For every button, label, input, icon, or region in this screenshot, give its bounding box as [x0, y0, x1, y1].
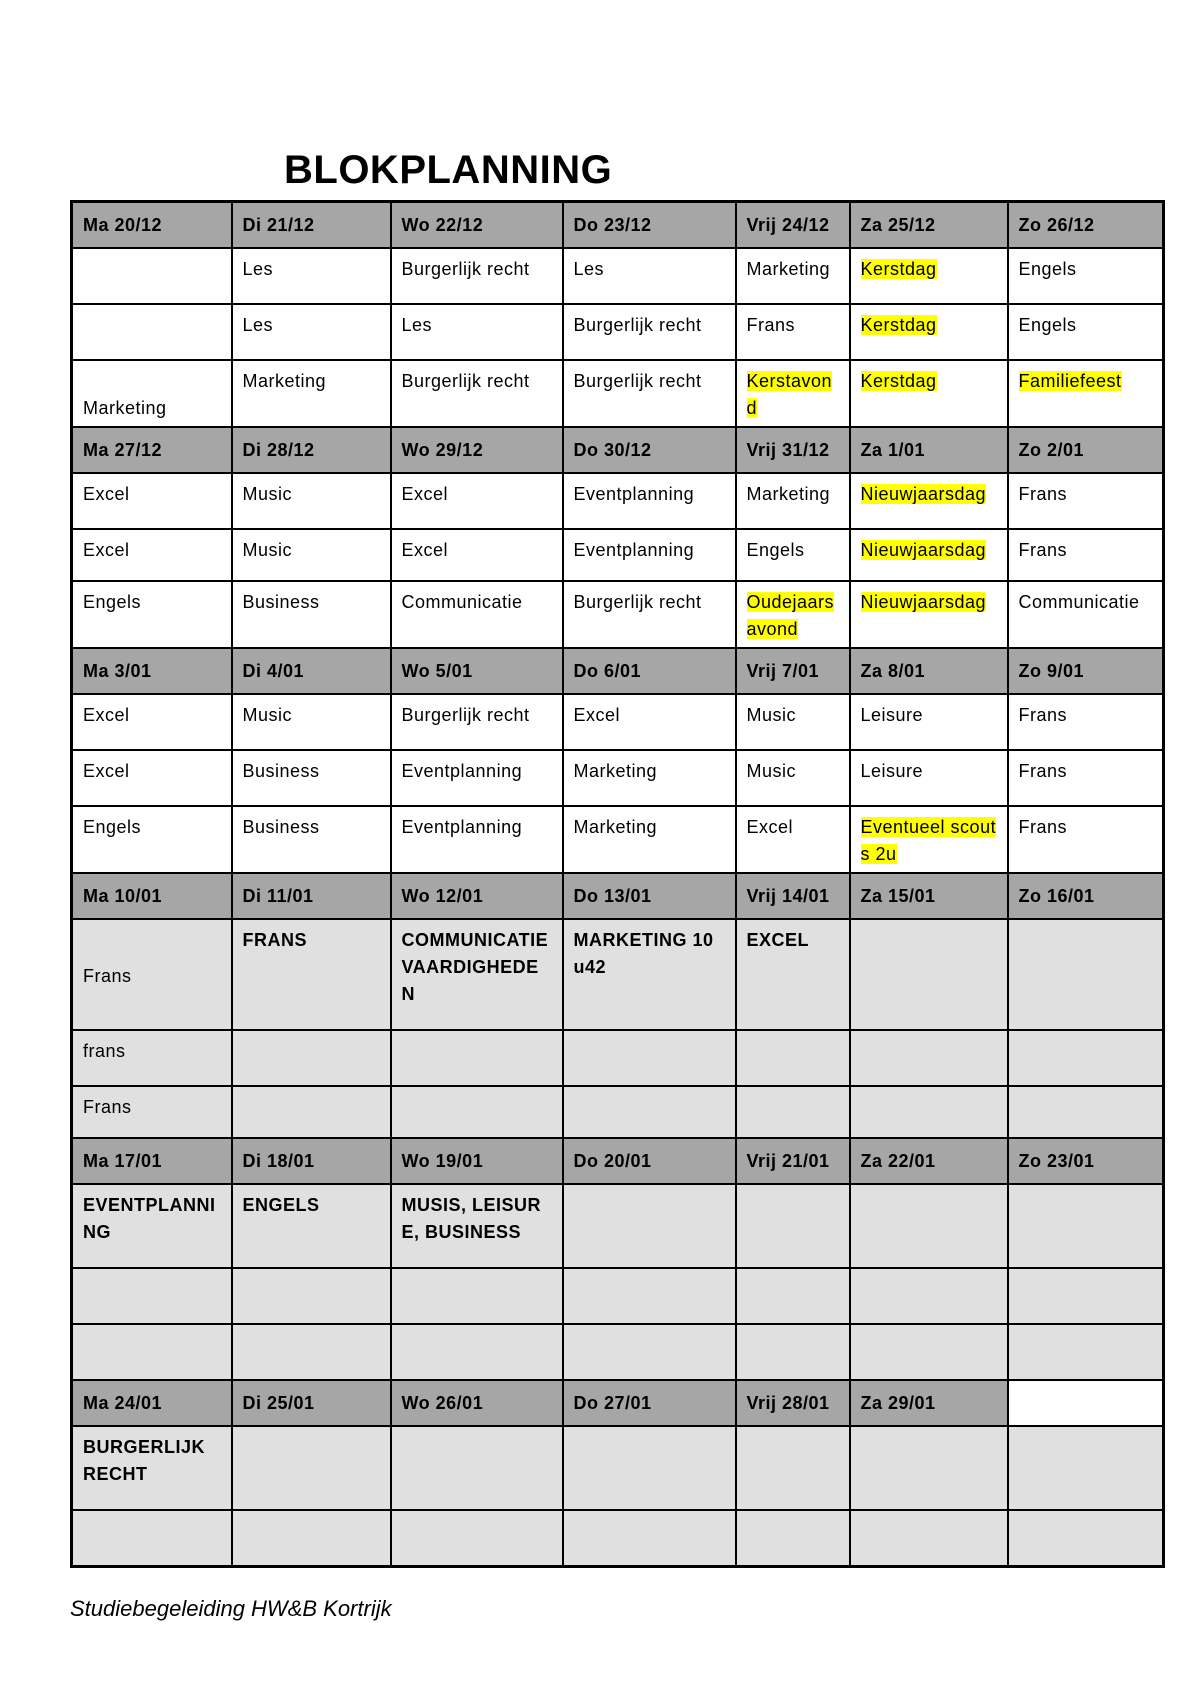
plan-cell: Frans	[1008, 473, 1164, 529]
plan-cell: Eventplanning	[391, 750, 563, 806]
day-header: Za 22/01	[850, 1138, 1008, 1184]
plan-cell	[232, 1030, 391, 1086]
plan-cell: Music	[232, 473, 391, 529]
day-header: Ma 20/12	[72, 202, 232, 249]
day-header: Zo 2/01	[1008, 427, 1164, 473]
plan-cell	[1008, 1030, 1164, 1086]
plan-cell	[1008, 1324, 1164, 1380]
plan-cell: Communicatie	[391, 581, 563, 648]
plan-cell	[563, 1324, 736, 1380]
highlight-text: Nieuwjaarsdag	[860, 540, 987, 560]
plan-cell: Excel	[391, 529, 563, 581]
plan-cell: Les	[563, 248, 736, 304]
plan-cell	[850, 1426, 1008, 1510]
day-header: Wo 22/12	[391, 202, 563, 249]
plan-cell	[72, 1268, 232, 1324]
plan-cell: Music	[232, 529, 391, 581]
day-header: Vrij 28/01	[736, 1380, 850, 1426]
day-header: Wo 29/12	[391, 427, 563, 473]
plan-cell	[1008, 919, 1164, 1030]
plan-cell: Excel	[563, 694, 736, 750]
plan-cell: Burgerlijk recht	[563, 304, 736, 360]
highlight-text: Kerstdag	[860, 371, 937, 391]
plan-cell	[850, 919, 1008, 1030]
day-header: Wo 19/01	[391, 1138, 563, 1184]
highlight-text: Nieuwjaarsdag	[860, 484, 987, 504]
plan-cell-highlighted	[1008, 360, 1164, 427]
plan-cell: Eventplanning	[391, 806, 563, 873]
plan-cell-highlighted	[850, 304, 1008, 360]
table-row	[72, 750, 1164, 806]
plan-cell	[850, 1030, 1008, 1086]
day-header: Vrij 31/12	[736, 427, 850, 473]
plan-cell: Burgerlijk recht	[391, 360, 563, 427]
plan-cell	[850, 1324, 1008, 1380]
plan-cell: Frans	[1008, 806, 1164, 873]
day-header: Do 20/01	[563, 1138, 736, 1184]
week-header-row	[72, 427, 1164, 473]
day-header: Di 21/12	[232, 202, 391, 249]
plan-cell: FRANS	[232, 919, 391, 1030]
day-header: Di 4/01	[232, 648, 391, 694]
plan-cell	[563, 1086, 736, 1138]
table-row	[72, 360, 1164, 427]
day-header: Zo 9/01	[1008, 648, 1164, 694]
plan-cell	[563, 1426, 736, 1510]
day-header: Di 18/01	[232, 1138, 391, 1184]
plan-cell: MUSIS, LEISURE, BUSINESS	[391, 1184, 563, 1268]
plan-cell-highlighted	[850, 248, 1008, 304]
plan-cell-highlighted	[850, 360, 1008, 427]
plan-cell-highlighted	[850, 581, 1008, 648]
plan-cell	[1008, 1086, 1164, 1138]
week-header-row	[72, 202, 1164, 249]
day-header: Do 23/12	[563, 202, 736, 249]
day-header: Za 25/12	[850, 202, 1008, 249]
day-header: Vrij 14/01	[736, 873, 850, 919]
plan-cell	[850, 1184, 1008, 1268]
day-header: Di 11/01	[232, 873, 391, 919]
plan-cell: EVENTPLANNING	[72, 1184, 232, 1268]
plan-cell	[391, 1030, 563, 1086]
plan-cell	[1008, 1426, 1164, 1510]
table-row	[72, 1510, 1164, 1566]
week-header-row	[72, 648, 1164, 694]
plan-cell	[736, 1426, 850, 1510]
day-header: Za 15/01	[850, 873, 1008, 919]
plan-cell	[850, 1086, 1008, 1138]
footer-text: Studiebegeleiding HW&B Kortrijk	[70, 1596, 392, 1621]
plan-cell	[72, 248, 232, 304]
plan-cell: Business	[232, 581, 391, 648]
plan-cell	[563, 1268, 736, 1324]
plan-cell: Marketing	[563, 806, 736, 873]
day-header: Vrij 21/01	[736, 1138, 850, 1184]
plan-cell: frans	[72, 1030, 232, 1086]
day-header: Ma 27/12	[72, 427, 232, 473]
plan-cell: Les	[391, 304, 563, 360]
plan-cell	[232, 1324, 391, 1380]
day-header: Zo 26/12	[1008, 202, 1164, 249]
highlight-text: Familiefeest	[1018, 371, 1122, 391]
highlight-text: Nieuwjaarsdag	[860, 592, 987, 612]
highlight-text: Kerstdag	[860, 259, 937, 279]
plan-cell: Burgerlijk recht	[563, 581, 736, 648]
plan-cell: Frans	[736, 304, 850, 360]
day-header: Zo 23/01	[1008, 1138, 1164, 1184]
day-header: Za 8/01	[850, 648, 1008, 694]
day-header: Do 27/01	[563, 1380, 736, 1426]
plan-cell	[391, 1426, 563, 1510]
plan-cell: Engels	[736, 529, 850, 581]
day-header: Di 25/01	[232, 1380, 391, 1426]
plan-cell: Burgerlijk recht	[391, 694, 563, 750]
plan-cell: Excel	[72, 694, 232, 750]
plan-cell-highlighted	[850, 806, 1008, 873]
plan-cell	[563, 1184, 736, 1268]
plan-cell: Engels	[1008, 304, 1164, 360]
plan-cell: ENGELS	[232, 1184, 391, 1268]
plan-cell: Music	[736, 694, 850, 750]
day-header-empty	[1008, 1380, 1164, 1426]
table-row	[72, 248, 1164, 304]
table-row	[72, 919, 1164, 1030]
day-header: Do 13/01	[563, 873, 736, 919]
table-row	[72, 806, 1164, 873]
plan-cell: Eventplanning	[563, 473, 736, 529]
plan-cell: Marketing	[736, 473, 850, 529]
plan-cell: Communicatie	[1008, 581, 1164, 648]
table-row	[72, 473, 1164, 529]
plan-cell	[391, 1324, 563, 1380]
plan-cell: Burgerlijk recht	[391, 248, 563, 304]
plan-cell	[736, 1184, 850, 1268]
day-header: Za 1/01	[850, 427, 1008, 473]
week-header-row	[72, 1138, 1164, 1184]
plan-cell	[1008, 1184, 1164, 1268]
highlight-text: Eventueel scouts 2u	[860, 817, 997, 864]
plan-cell: BURGERLIJK RECHT	[72, 1426, 232, 1510]
table-row	[72, 1426, 1164, 1510]
day-header: Wo 12/01	[391, 873, 563, 919]
table-row	[72, 529, 1164, 581]
plan-cell-highlighted	[736, 360, 850, 427]
table-row	[72, 581, 1164, 648]
table-row	[72, 694, 1164, 750]
table-row	[72, 304, 1164, 360]
plan-cell: Leisure	[850, 694, 1008, 750]
table-row	[72, 1324, 1164, 1380]
day-header: Vrij 7/01	[736, 648, 850, 694]
plan-cell: Music	[232, 694, 391, 750]
plan-cell	[72, 1324, 232, 1380]
plan-cell: Music	[736, 750, 850, 806]
plan-cell: COMMUNICATIE VAARDIGHEDEN	[391, 919, 563, 1030]
plan-cell: Frans	[1008, 529, 1164, 581]
day-header: Ma 10/01	[72, 873, 232, 919]
plan-cell: Les	[232, 248, 391, 304]
block-planning-table	[70, 200, 1165, 1568]
plan-cell	[72, 304, 232, 360]
plan-cell	[563, 1510, 736, 1566]
table-row	[72, 1086, 1164, 1138]
plan-cell: Eventplanning	[563, 529, 736, 581]
plan-cell: Frans	[1008, 694, 1164, 750]
day-header: Do 30/12	[563, 427, 736, 473]
plan-cell	[736, 1268, 850, 1324]
plan-cell	[563, 1030, 736, 1086]
plan-cell-highlighted	[736, 581, 850, 648]
day-header: Ma 24/01	[72, 1380, 232, 1426]
plan-cell: Frans	[72, 919, 232, 1030]
plan-cell: Excel	[72, 529, 232, 581]
plan-cell: Marketing	[736, 248, 850, 304]
plan-cell	[736, 1510, 850, 1566]
plan-cell	[232, 1086, 391, 1138]
day-header: Ma 3/01	[72, 648, 232, 694]
plan-cell: Business	[232, 750, 391, 806]
plan-cell	[232, 1426, 391, 1510]
table-row	[72, 1268, 1164, 1324]
plan-cell	[391, 1268, 563, 1324]
plan-cell	[736, 1324, 850, 1380]
plan-cell: Leisure	[850, 750, 1008, 806]
plan-cell: Engels	[72, 581, 232, 648]
plan-cell: Excel	[72, 750, 232, 806]
plan-cell	[1008, 1510, 1164, 1566]
plan-cell	[850, 1510, 1008, 1566]
plan-cell	[232, 1510, 391, 1566]
plan-cell: Burgerlijk recht	[563, 360, 736, 427]
day-header: Zo 16/01	[1008, 873, 1164, 919]
week-header-row	[72, 873, 1164, 919]
week-header-row	[72, 1380, 1164, 1426]
plan-cell: Marketing	[72, 360, 232, 427]
day-header: Wo 26/01	[391, 1380, 563, 1426]
plan-cell: Marketing	[232, 360, 391, 427]
plan-cell	[232, 1268, 391, 1324]
plan-cell: Frans	[72, 1086, 232, 1138]
day-header: Za 29/01	[850, 1380, 1008, 1426]
plan-cell: Excel	[391, 473, 563, 529]
plan-cell	[391, 1510, 563, 1566]
day-header: Ma 17/01	[72, 1138, 232, 1184]
plan-cell: Frans	[1008, 750, 1164, 806]
day-header: Di 28/12	[232, 427, 391, 473]
highlight-text: Kerstavond	[746, 371, 833, 418]
page-title: BLOKPLANNING	[284, 148, 613, 192]
table-row	[72, 1184, 1164, 1268]
plan-cell: Marketing	[563, 750, 736, 806]
plan-cell: Excel	[736, 806, 850, 873]
plan-cell	[391, 1086, 563, 1138]
plan-cell: Engels	[72, 806, 232, 873]
day-header: Do 6/01	[563, 648, 736, 694]
plan-cell: EXCEL	[736, 919, 850, 1030]
highlight-text: Kerstdag	[860, 315, 937, 335]
plan-cell	[1008, 1268, 1164, 1324]
plan-cell-highlighted	[850, 473, 1008, 529]
highlight-text: Oudejaarsavond	[746, 592, 835, 639]
plan-cell: Excel	[72, 473, 232, 529]
plan-cell: Les	[232, 304, 391, 360]
plan-cell	[736, 1030, 850, 1086]
plan-cell	[850, 1268, 1008, 1324]
table-row	[72, 1030, 1164, 1086]
day-header: Wo 5/01	[391, 648, 563, 694]
plan-cell	[72, 1510, 232, 1566]
plan-cell	[736, 1086, 850, 1138]
plan-cell: MARKETING 10u42	[563, 919, 736, 1030]
plan-cell: Business	[232, 806, 391, 873]
plan-cell-highlighted	[850, 529, 1008, 581]
day-header: Vrij 24/12	[736, 202, 850, 249]
plan-cell: Engels	[1008, 248, 1164, 304]
